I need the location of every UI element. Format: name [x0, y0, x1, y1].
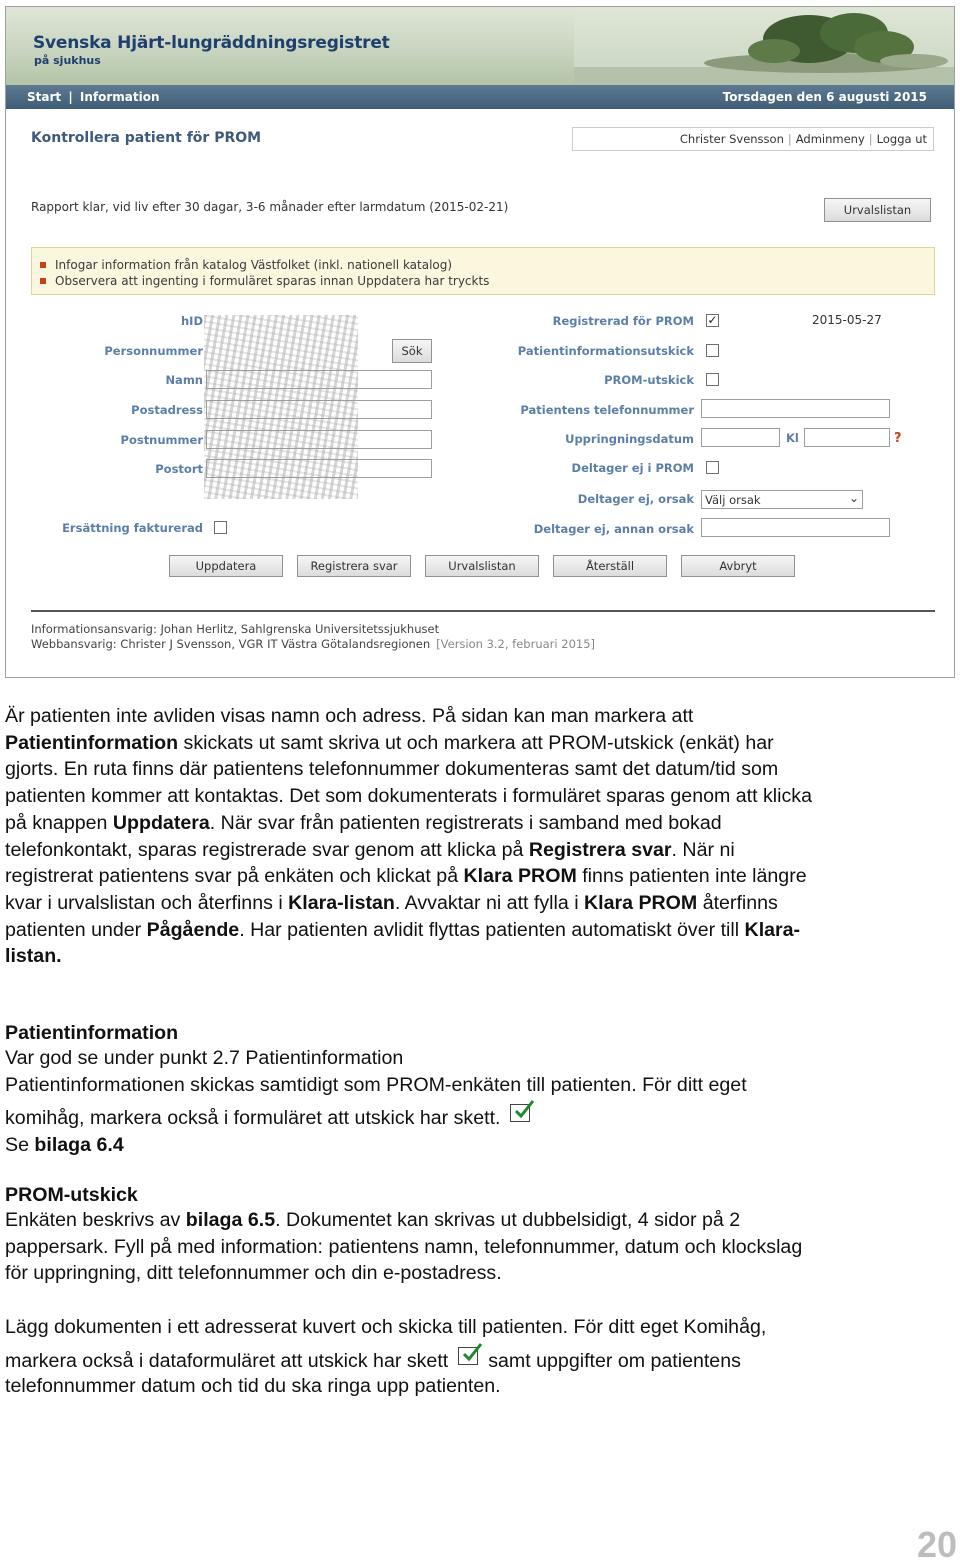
patientinformation-line1: Var god se under punkt 2.7 Patientinformation [5, 1047, 404, 1069]
personnummer-label: Personnummer [104, 344, 203, 358]
user-bar: Christer Svensson | Adminmeny | Logga ut [572, 127, 934, 151]
aterstall-button[interactable]: Återställ [553, 555, 667, 577]
registrerad-label: Registrerad för PROM [552, 314, 694, 328]
intro-paragraph-line: registrerat patientens svar på enkäten och klickat på Klara PROM finns patienten inte längre [5, 865, 807, 888]
registrera-svar-button[interactable]: Registrera svar [297, 555, 411, 577]
postadress-label: Postadress [131, 403, 203, 417]
patientinfo-checkbox[interactable] [706, 344, 719, 357]
registrerad-checkbox[interactable]: ✓ [707, 313, 718, 327]
footer-divider [31, 610, 935, 612]
intro-paragraph-line: telefonkontakt, sparas registrerade svar genom att klicka på Registrera svar. När ni [5, 838, 735, 861]
ersattning-checkbox[interactable] [214, 521, 227, 534]
deltager-ej-checkbox[interactable] [706, 461, 719, 474]
intro-paragraph-line: på knappen Uppdatera. När svar från patienten registrerats i samband med bokad [5, 811, 722, 834]
intro-paragraph-line: gjorts. En ruta finns där patientens telefonnummer dokumenteras samt det datum/tid som [5, 758, 779, 781]
namn-label: Namn [165, 373, 203, 387]
version-label: [Version 3.2, februari 2015] [436, 637, 596, 651]
registrerad-date: 2015-05-27 [812, 313, 882, 327]
deltager-ej-label: Deltager ej i PROM [571, 461, 694, 475]
app-banner [6, 7, 954, 85]
page-title: Kontrollera patient för PROM [31, 130, 262, 146]
checkbox-checked-icon [458, 1347, 478, 1365]
user-name: Christer Svensson [679, 132, 784, 146]
kuvert-line2: markera också i dataformuläret att utskick har skett samt uppgifter om patientens [5, 1347, 741, 1373]
report-status: Rapport klar, vid liv efter 30 dagar, 3-6 månader efter larmdatum (2015-02-21) [31, 200, 509, 214]
telefon-label: Patientens telefonnummer [520, 403, 694, 417]
notice-bullet-icon [40, 262, 46, 268]
notice-item: Observera att ingenting i formuläret sparas innan Uppdatera har tryckts [40, 274, 489, 288]
annan-orsak-field[interactable] [701, 518, 890, 537]
intro-paragraph-line: Är patienten inte avliden visas namn och adress. På sidan kan man markera att [5, 705, 694, 727]
app-title: Svenska Hjärt-lungräddningsregistret [33, 33, 390, 53]
kl-label: Kl [786, 431, 799, 445]
prom-utskick-checkbox[interactable] [706, 373, 719, 386]
patientinformation-heading: Patientinformation [5, 1022, 179, 1044]
postnummer-label: Postnummer [120, 433, 203, 447]
intro-paragraph-line: listan. [5, 945, 62, 968]
logout-link[interactable]: Logga ut [876, 132, 927, 146]
hid-label: hID [180, 314, 203, 328]
intro-paragraph-line: kvar i urvalslistan och återfinns i Klara-listan. Avvaktar ni att fylla i Klara PROM återfinns [5, 891, 778, 914]
patientinformation-line2: Patientinformationen skickas samtidigt som PROM-enkäten till patienten. För ditt eget [5, 1074, 747, 1096]
island-tree-image [574, 7, 954, 85]
app-screenshot [5, 6, 955, 678]
page-number: 20 [916, 1524, 957, 1565]
uppringningsdatum-field[interactable] [701, 428, 780, 447]
uppringningsdatum-label: Uppringningsdatum [565, 432, 694, 446]
footer-info-responsible: Informationsansvarig: Johan Herlitz, Sahlgrenska Universitetssjukhuset [31, 622, 440, 636]
uppdatera-button[interactable]: Uppdatera [169, 555, 283, 577]
admin-menu-link[interactable]: Adminmeny [795, 132, 865, 146]
prom-utskick-line3: för uppringning, ditt telefonnummer och din e-postadress. [5, 1262, 502, 1284]
prom-utskick-label: PROM-utskick [604, 373, 694, 387]
intro-paragraph [5, 703, 960, 970]
patientinfo-label: Patientinformationsutskick [517, 344, 694, 358]
redacted-personal-data [204, 315, 358, 499]
nav-information-link[interactable]: Information [79, 90, 160, 104]
prom-utskick-heading: PROM-utskick [5, 1184, 138, 1206]
notice-item: Infogar information från katalog Västfolket (inkl. nationell katalog) [40, 258, 452, 272]
telefon-field[interactable] [701, 399, 890, 418]
orsak-select[interactable] [701, 490, 863, 509]
ersattning-label: Ersättning fakturerad [62, 521, 203, 535]
checkbox-checked-icon [510, 1104, 530, 1122]
deltager-orsak-label: Deltager ej, orsak [577, 492, 694, 506]
notice-box [31, 247, 935, 295]
top-navbar [6, 85, 954, 109]
prom-utskick-line1: Enkäten beskrivs av bilaga 6.5. Dokumentet kan skrivas ut dubbelsidigt, 4 sidor på 2 [5, 1209, 741, 1231]
urval-top-button[interactable]: Urvalslistan [824, 198, 931, 222]
nav-start-link[interactable]: Start [27, 90, 62, 104]
kuvert-line3: telefonnummer datum och tid du ska ringa upp patienten. [5, 1375, 501, 1397]
intro-paragraph-line: Patientinformation skickats ut samt skriva ut och markera att PROM-utskick (enkät) har [5, 731, 774, 754]
kuvert-line1: Lägg dokumenten i ett adresserat kuvert och skicka till patienten. För ditt eget Komihåg, [5, 1316, 767, 1338]
avbryt-button[interactable]: Avbryt [681, 555, 795, 577]
footer-web-responsible: Webbansvarig: Christer J Svensson, VGR IT Västra Götalandsregionen [Version 3.2, februari 2015] [31, 637, 596, 651]
nav-separator: | [68, 90, 73, 104]
search-button[interactable]: Sök [392, 339, 432, 363]
app-subtitle: på sjukhus [34, 54, 101, 67]
chevron-down-icon: ⌄ [848, 491, 859, 505]
urvalslistan-button[interactable]: Urvalslistan [425, 555, 539, 577]
intro-paragraph-line: patienten under Pågående. Har patienten avlidit flyttas patienten automatiskt över till Klara- [5, 918, 801, 941]
annan-orsak-label: Deltager ej, annan orsak [533, 522, 694, 536]
current-date: Torsdagen den 6 augusti 2015 [722, 90, 927, 104]
notice-bullet-icon [40, 278, 46, 284]
postort-label: Postort [155, 462, 203, 476]
intro-paragraph-line: patienten kommer att kontaktas. Det som dokumenterats i formuläret sparas genom att klicka [5, 785, 812, 808]
prom-utskick-line2: pappersark. Fyll på med information: patientens namn, telefonnummer, datum och klockslag [5, 1236, 803, 1258]
patientinformation-line4: Se bilaga 6.4 [5, 1134, 124, 1156]
help-icon[interactable]: ? [894, 431, 902, 446]
orsak-select-value: Välj orsak [705, 493, 761, 507]
kl-field[interactable] [804, 428, 890, 447]
patientinformation-line3: komihåg, markera också i formuläret att utskick har skett. [5, 1104, 530, 1130]
